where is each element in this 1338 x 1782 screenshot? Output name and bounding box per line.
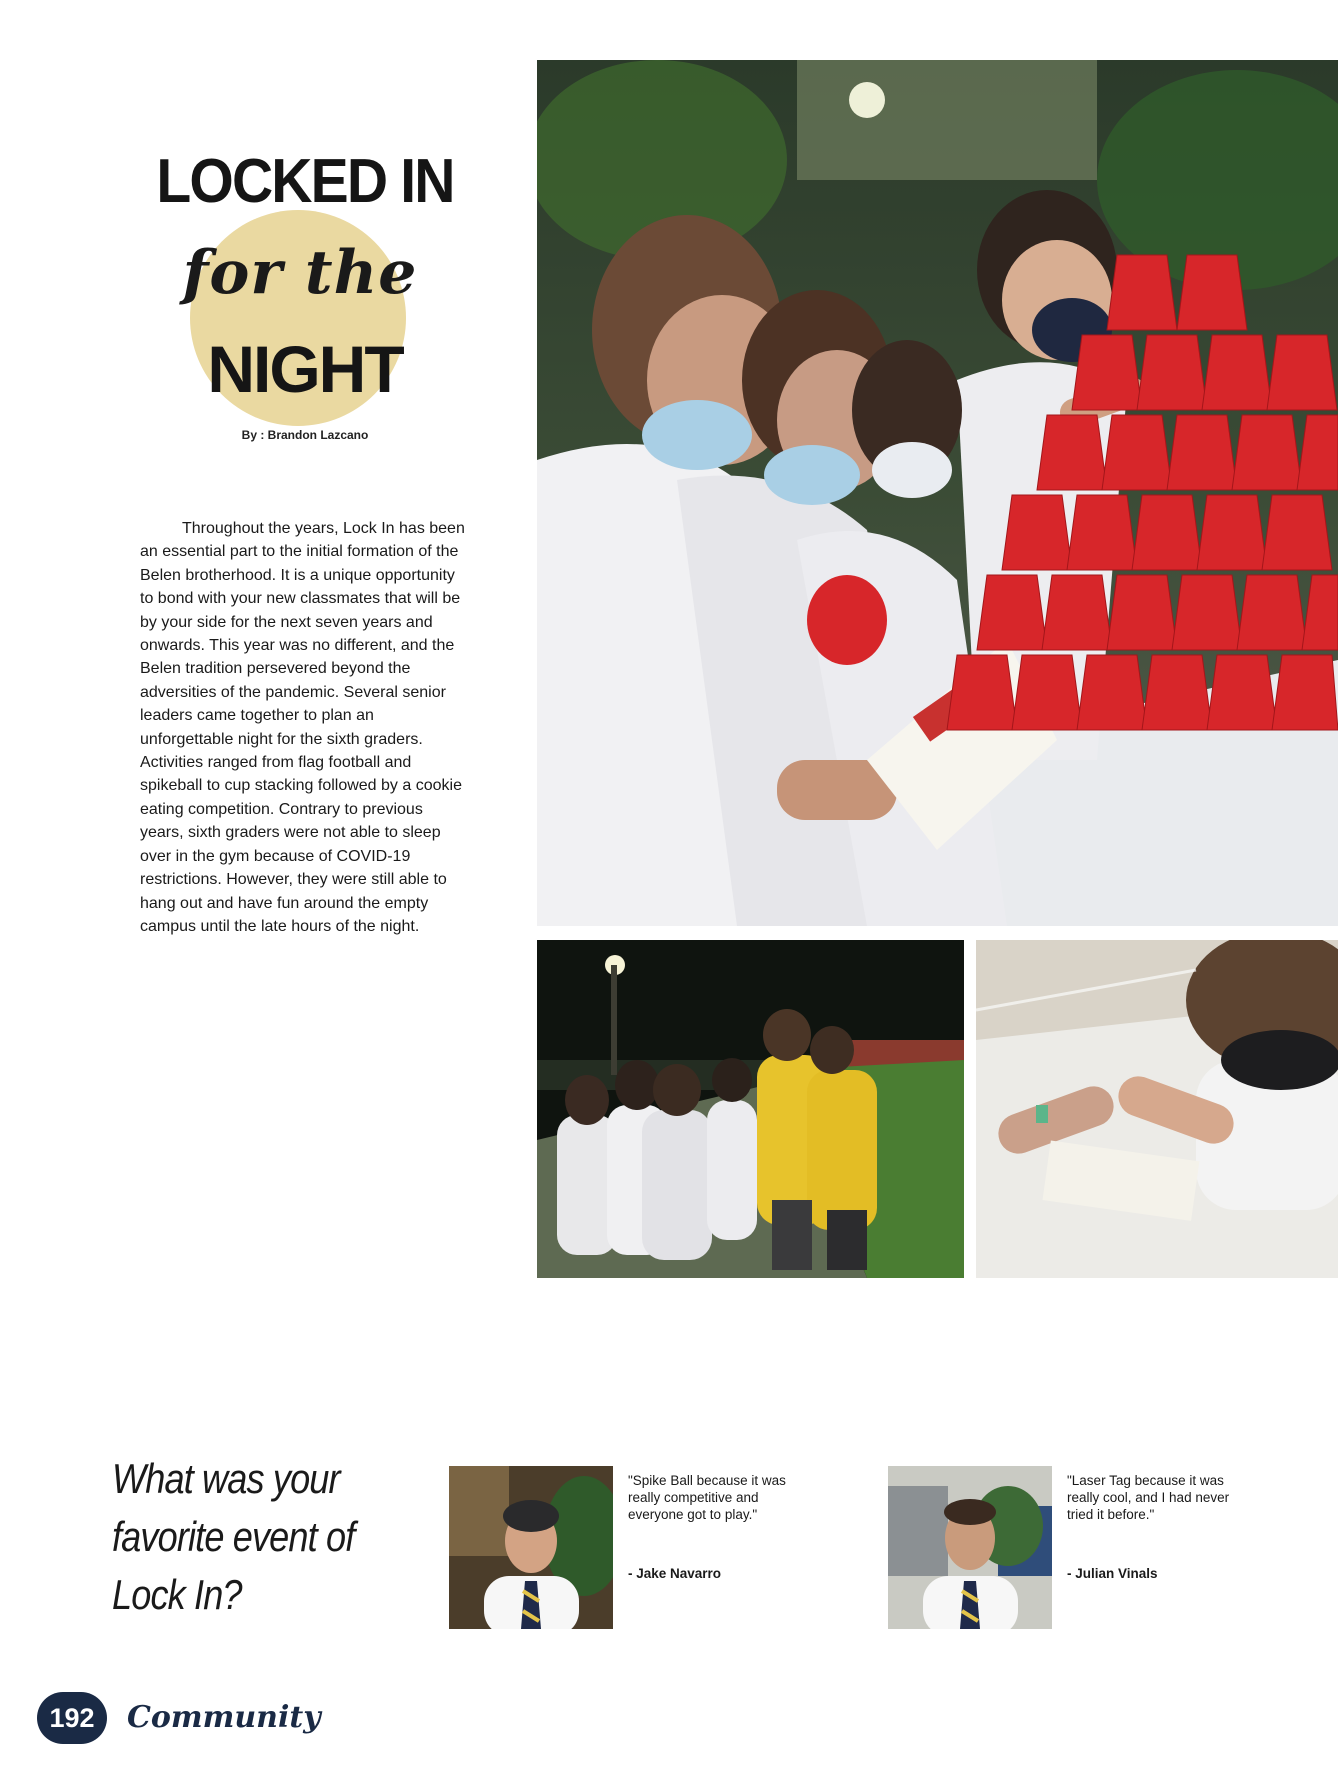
page-number: 192 <box>37 1692 107 1744</box>
quote-author-2: - Julian Vinals <box>1067 1566 1158 1581</box>
portrait-photo-2 <box>888 1466 1052 1629</box>
page-title-line1: LOCKED IN <box>156 147 454 216</box>
quote-author-1: - Jake Navarro <box>628 1566 722 1581</box>
portrait-photo-1 <box>449 1466 613 1629</box>
section-name: Community <box>127 1700 321 1735</box>
page-title-line3: NIGHT <box>207 332 403 406</box>
question-heading: What was your favorite event of Lock In? <box>112 1455 355 1618</box>
byline: By : Brandon Lazcano <box>241 428 369 442</box>
article-body: Throughout the years, Lock In has been an essential part to the initial formation of the Belen brotherhood. It is a unique opportunity to bond with your new classmates that will be by your side for the next seven years and onwards. This year was no different, and the Belen tradition persevered beyond the adversities of the pandemic. Several senior leaders came together to plan an unforgettable night for the sixth graders. Activities ranged from flag football and spikeball to cup stacking followed by a cookie eating competition. Contrary to previous years, sixth graders were not able to sleep over in the gym because of COVID-19 restrictions. However, they were still able to hang out and have fun around the empty campus until the late hours of the night. <box>140 520 465 935</box>
cup-stacking-photo <box>537 60 1338 926</box>
field-huddle-photo <box>537 940 964 1278</box>
page-title-script: for the <box>182 238 418 308</box>
cup-tower-closeup-photo <box>976 940 1338 1278</box>
quote-text-2: "Laser Tag because it was really cool, and I had never tried it before." <box>1067 1473 1230 1522</box>
quote-text-1: "Spike Ball because it was really competitive and everyone got to play." <box>628 1473 786 1522</box>
